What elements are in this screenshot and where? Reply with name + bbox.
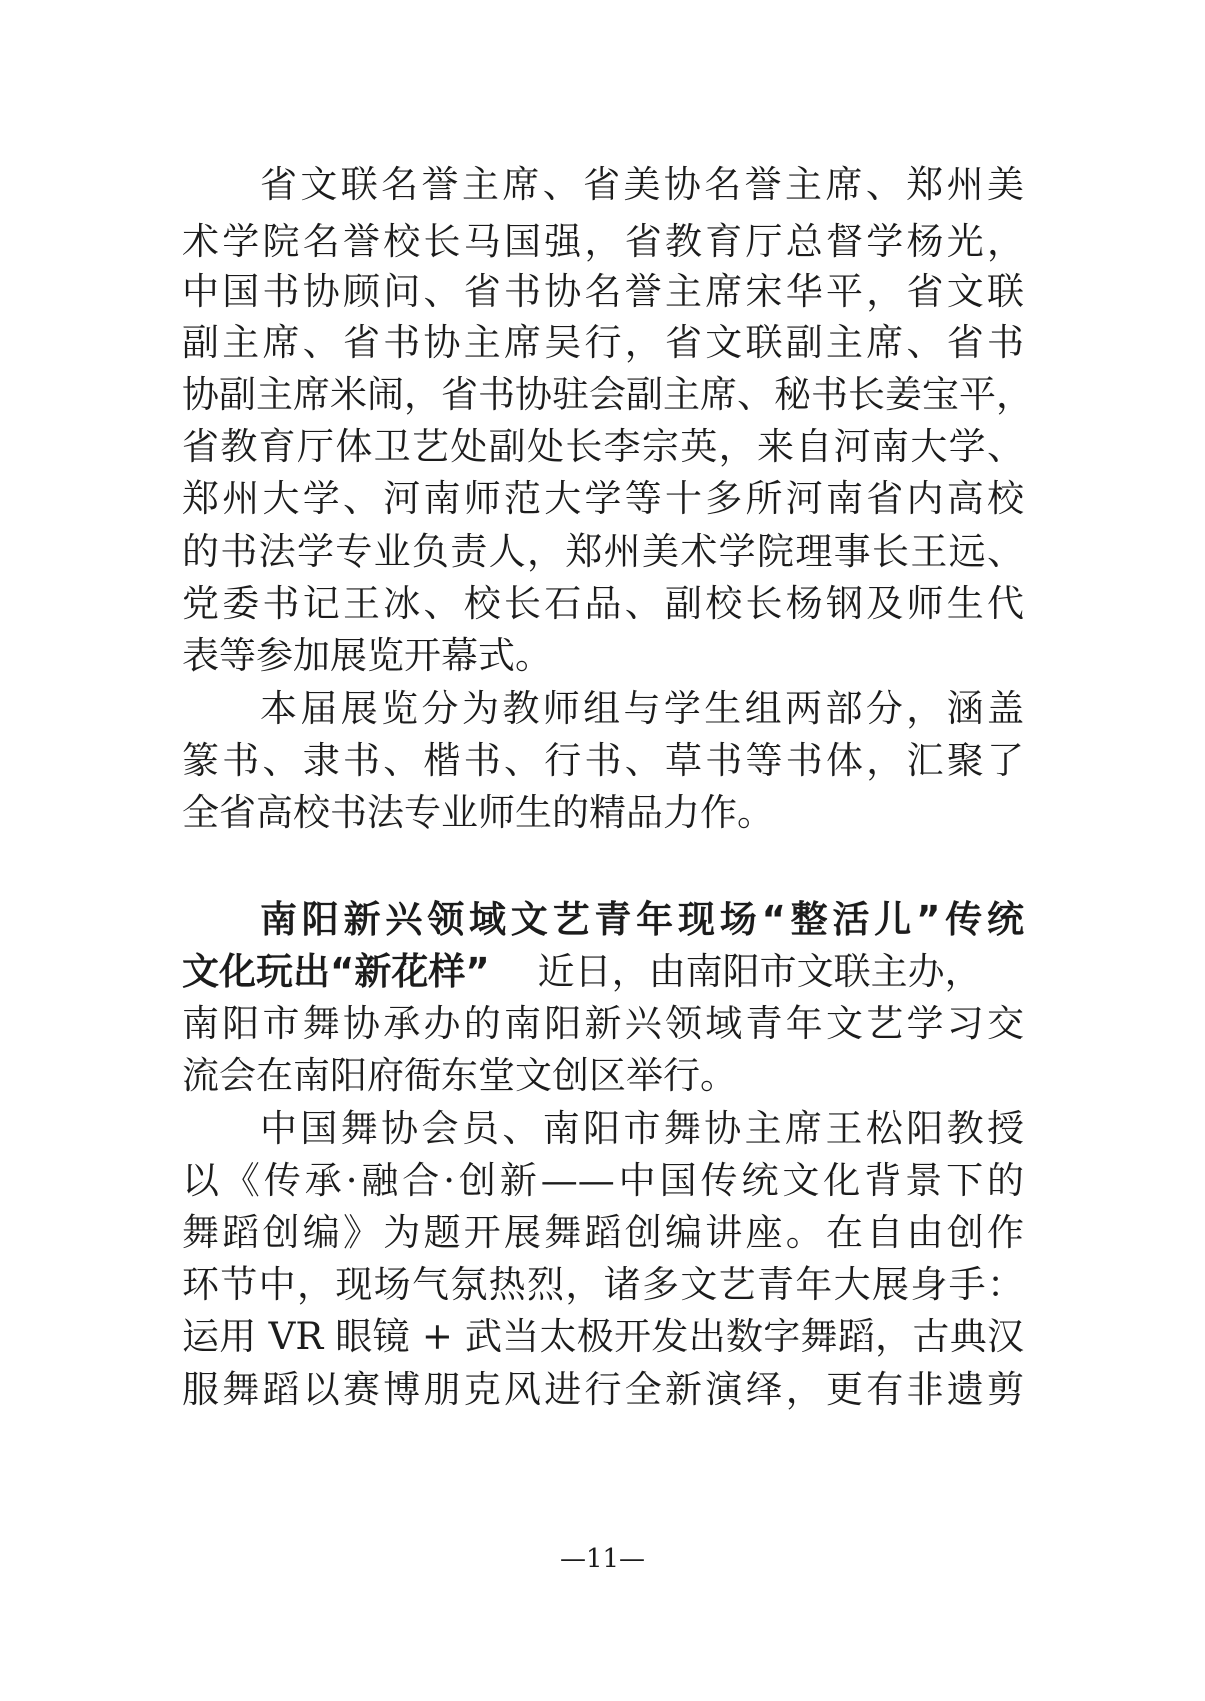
text-line: 全省高校书法专业师生的精品力作。 — [182, 791, 774, 834]
text-line: 副主席、省书协主席吴行，省文联副主席、省书 — [182, 321, 1024, 364]
text-line: 以《传承·融合·创新——中国传统文化背景下的 — [182, 1159, 1024, 1202]
text-line: 流会在南阳府衙东堂文创区举行。 — [182, 1054, 737, 1097]
text-line — [182, 944, 1024, 1000]
text-line: 省文联名誉主席、省美协名誉主席、郑州美 — [260, 163, 1024, 206]
intro-text: 近日，由南阳市文联主办， — [537, 950, 982, 993]
text-line: 篆书、隶书、楷书、行书、草书等书体，汇聚了 — [182, 739, 1024, 782]
article-heading-line — [260, 892, 1024, 948]
text-line: 表等参加展览开幕式。 — [182, 634, 552, 677]
text-line: 服舞蹈以赛博朋克风进行全新演绎，更有非遗剪 — [182, 1368, 1024, 1411]
page-number: —11— — [559, 1544, 646, 1574]
text-line: 术学院名誉校长马国强，省教育厅总督学杨光， — [182, 220, 1024, 263]
text-line: 中国舞协会员、南阳市舞协主席王松阳教授 — [260, 1107, 1024, 1150]
text-line: 省教育厅体卫艺处副处长李宗英，来自河南大学、 — [182, 425, 1024, 468]
text-line: 党委书记王冰、校长石品、副校长杨钢及师生代 — [182, 582, 1024, 625]
text-line: 本届展览分为教师组与学生组两部分，涵盖 — [260, 687, 1024, 730]
text-line: 的书法学专业负责人，郑州美术学院理事长王远、 — [182, 530, 1024, 573]
text-line: 郑州大学、河南师范大学等十多所河南省内高校 — [182, 477, 1024, 520]
article-title: 南阳新兴领域文艺青年现场“整活儿”传统 — [260, 898, 1024, 941]
text-line: 舞蹈创编》为题开展舞蹈创编讲座。在自由创作 — [182, 1211, 1024, 1254]
text-line: 环节中，现场气氛热烈，诸多文艺青年大展身手： — [182, 1263, 1024, 1306]
text-line: 南阳市舞协承办的南阳新兴领域青年文艺学习交 — [182, 1002, 1024, 1045]
text-line: 中国书协顾问、省书协名誉主席宋华平，省文联 — [182, 270, 1024, 313]
article-title-continued: 文化玩出“新花样” — [182, 950, 490, 993]
text-line: 运用 VR 眼镜 + 武当太极开发出数字舞蹈，古典汉 — [182, 1315, 1024, 1358]
text-line: 协副主席米闹，省书协驻会副主席、秘书长姜宝平， — [182, 373, 1033, 416]
